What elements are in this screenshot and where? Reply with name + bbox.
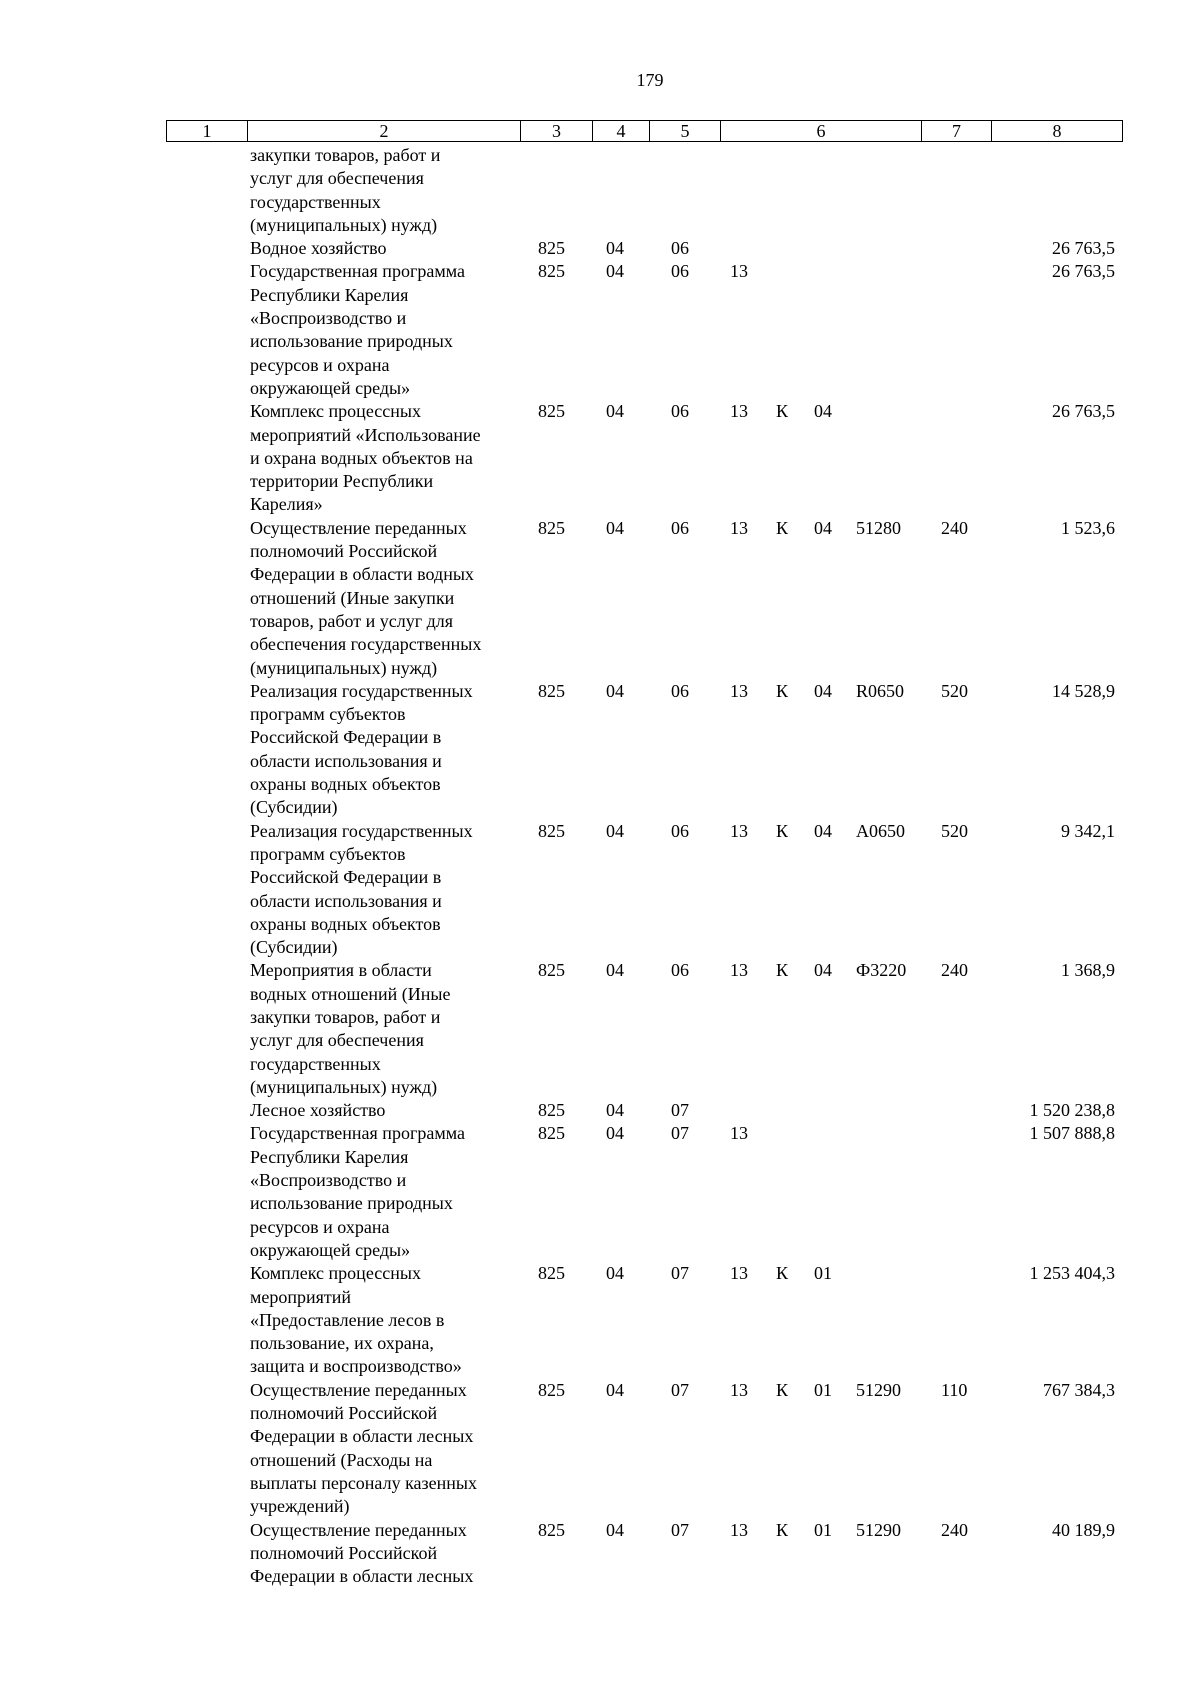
- cell-c5: 06: [671, 960, 689, 981]
- table-row: [166, 517, 1124, 680]
- row-name: Государственная программа Республики Карелия «Воспроизводство и использование природных ресурсов и охрана окружающей среды»: [250, 1123, 465, 1260]
- cell-c6c: 04: [814, 960, 832, 981]
- cell-c4: 04: [606, 1263, 624, 1284]
- cell-c5: 06: [671, 238, 689, 259]
- table-row: [166, 1122, 1124, 1262]
- cell-c6c: 01: [814, 1263, 832, 1284]
- cell-c6b: К: [776, 1519, 789, 1540]
- row-name: Государственная программа Республики Карелия «Воспроизводство и использование природных ресурсов и охрана окружающей среды»: [250, 261, 465, 398]
- cell-c7: 240: [941, 517, 968, 538]
- cell-c4: 04: [606, 238, 624, 259]
- cell-c4: 04: [606, 1519, 624, 1540]
- cell-c3: 825: [538, 1100, 565, 1121]
- header-col-7: 7: [922, 121, 992, 142]
- cell-c7: 240: [941, 1519, 968, 1540]
- cell-c8: 1 368,9: [1061, 960, 1115, 981]
- cell-c4: 04: [606, 401, 624, 422]
- header-col-1: 1: [167, 121, 248, 142]
- table-row: [166, 260, 1124, 400]
- table-row: [166, 959, 1124, 1099]
- cell-c4: 04: [606, 1123, 624, 1144]
- cell-c6d: Ф3220: [856, 960, 907, 981]
- cell-c6b: К: [776, 401, 789, 422]
- cell-c5: 06: [671, 680, 689, 701]
- header-col-8: 8: [992, 121, 1123, 142]
- budget-rows: [166, 144, 1124, 1588]
- cell-c5: 07: [671, 1519, 689, 1540]
- cell-c3: 825: [538, 820, 565, 841]
- cell-c6d: R0650: [856, 680, 905, 701]
- cell-c5: 07: [671, 1123, 689, 1144]
- cell-c6c: 04: [814, 517, 832, 538]
- table-row: [166, 680, 1124, 820]
- cell-c8: 26 763,5: [1052, 238, 1115, 259]
- cell-c6a: 13: [730, 1263, 748, 1284]
- cell-c6b: К: [776, 1263, 789, 1284]
- cell-c6c: 04: [814, 401, 832, 422]
- cell-c6d: 51290: [856, 1379, 901, 1400]
- row-name: Осуществление переданных полномочий Российской Федерации в области водных отношений (Иные закупки товаров, работ и услуг для обеспечения государственных (муниципальных) нужд): [250, 517, 482, 678]
- cell-c6a: 13: [730, 517, 748, 538]
- table-row: [166, 144, 1124, 237]
- row-name: Лесное хозяйство: [250, 1100, 386, 1121]
- cell-c6c: 04: [814, 680, 832, 701]
- row-name: Комплекс процессных мероприятий «Использование и охрана водных объектов на территории Республики Карелия»: [250, 401, 481, 515]
- cell-c3: 825: [538, 1379, 565, 1400]
- cell-c8: 9 342,1: [1061, 820, 1115, 841]
- cell-c6a: 13: [730, 820, 748, 841]
- cell-c6b: К: [776, 680, 789, 701]
- row-name: Комплекс процессных мероприятий «Предоставление лесов в пользование, их охрана, защита и воспроизводство»: [250, 1263, 462, 1377]
- cell-c5: 06: [671, 261, 689, 282]
- cell-c3: 825: [538, 1123, 565, 1144]
- cell-c6d: 51290: [856, 1519, 901, 1540]
- cell-c3: 825: [538, 261, 565, 282]
- table-row: [166, 1262, 1124, 1378]
- column-header-table: [166, 120, 1123, 142]
- row-name: Осуществление переданных полномочий Российской Федерации в области лесных: [250, 1519, 474, 1587]
- cell-c6d: 51280: [856, 517, 901, 538]
- cell-c3: 825: [538, 517, 565, 538]
- cell-c5: 07: [671, 1100, 689, 1121]
- header-col-3: 3: [521, 121, 593, 142]
- cell-c4: 04: [606, 261, 624, 282]
- cell-c6a: 13: [730, 960, 748, 981]
- header-row: [167, 121, 1123, 142]
- cell-c4: 04: [606, 517, 624, 538]
- row-name: Осуществление переданных полномочий Российской Федерации в области лесных отношений (Расходы на выплаты персоналу казенных учреждений): [250, 1379, 477, 1517]
- cell-c8: 1 253 404,3: [1029, 1263, 1115, 1284]
- row-name: Водное хозяйство: [250, 238, 387, 259]
- cell-c8: 1 507 888,8: [1029, 1123, 1115, 1144]
- cell-c5: 07: [671, 1263, 689, 1284]
- cell-c6c: 04: [814, 820, 832, 841]
- cell-c4: 04: [606, 680, 624, 701]
- cell-c6b: К: [776, 1379, 789, 1400]
- cell-c5: 06: [671, 820, 689, 841]
- cell-c6a: 13: [730, 401, 748, 422]
- cell-c6a: 13: [730, 680, 748, 701]
- cell-c8: 14 528,9: [1052, 680, 1115, 701]
- row-name: Реализация государственных программ субъектов Российской Федерации в области использования и охраны водных объектов (Субсидии): [250, 680, 473, 818]
- cell-c4: 04: [606, 960, 624, 981]
- row-name: закупки товаров, работ и услуг для обеспечения государственных (муниципальных) нужд): [250, 145, 441, 235]
- cell-c7: 520: [941, 680, 968, 701]
- cell-c3: 825: [538, 680, 565, 701]
- cell-c7: 110: [941, 1379, 968, 1400]
- cell-c3: 825: [538, 401, 565, 422]
- header-col-4: 4: [593, 121, 650, 142]
- cell-c6c: 01: [814, 1379, 832, 1400]
- cell-c8: 26 763,5: [1052, 401, 1115, 422]
- page-number: 179: [636, 70, 664, 90]
- cell-c4: 04: [606, 820, 624, 841]
- table-row: [166, 1379, 1124, 1519]
- cell-c8: 767 384,3: [1043, 1379, 1115, 1400]
- cell-c5: 06: [671, 517, 689, 538]
- cell-c3: 825: [538, 238, 565, 259]
- cell-c6a: 13: [730, 1379, 748, 1400]
- cell-c6d: А0650: [856, 820, 905, 841]
- cell-c8: 1 523,6: [1061, 517, 1115, 538]
- cell-c6b: К: [776, 960, 789, 981]
- row-name: Реализация государственных программ субъектов Российской Федерации в области использования и охраны водных объектов (Субсидии): [250, 820, 473, 958]
- header-col-6: 6: [721, 121, 922, 142]
- table-row: [166, 237, 1124, 260]
- cell-c3: 825: [538, 1519, 565, 1540]
- cell-c3: 825: [538, 960, 565, 981]
- table-row: [166, 400, 1124, 516]
- row-name: Мероприятия в области водных отношений (Иные закупки товаров, работ и услуг для обеспечения государственных (муниципальных) нужд): [250, 960, 451, 1097]
- cell-c8: 1 520 238,8: [1029, 1100, 1115, 1121]
- cell-c7: 240: [941, 960, 968, 981]
- cell-c7: 520: [941, 820, 968, 841]
- cell-c4: 04: [606, 1100, 624, 1121]
- cell-c6b: К: [776, 820, 789, 841]
- cell-c5: 06: [671, 401, 689, 422]
- cell-c6c: 01: [814, 1519, 832, 1540]
- cell-c8: 40 189,9: [1052, 1519, 1115, 1540]
- cell-c5: 07: [671, 1379, 689, 1400]
- header-col-2: 2: [248, 121, 521, 142]
- header-col-5: 5: [650, 121, 721, 142]
- cell-c6a: 13: [730, 261, 748, 282]
- cell-c3: 825: [538, 1263, 565, 1284]
- cell-c4: 04: [606, 1379, 624, 1400]
- cell-c6b: К: [776, 517, 789, 538]
- cell-c6a: 13: [730, 1519, 748, 1540]
- cell-c8: 26 763,5: [1052, 261, 1115, 282]
- table-row: [166, 820, 1124, 960]
- table-row: [166, 1099, 1124, 1122]
- cell-c6a: 13: [730, 1123, 748, 1144]
- table-row: [166, 1519, 1124, 1589]
